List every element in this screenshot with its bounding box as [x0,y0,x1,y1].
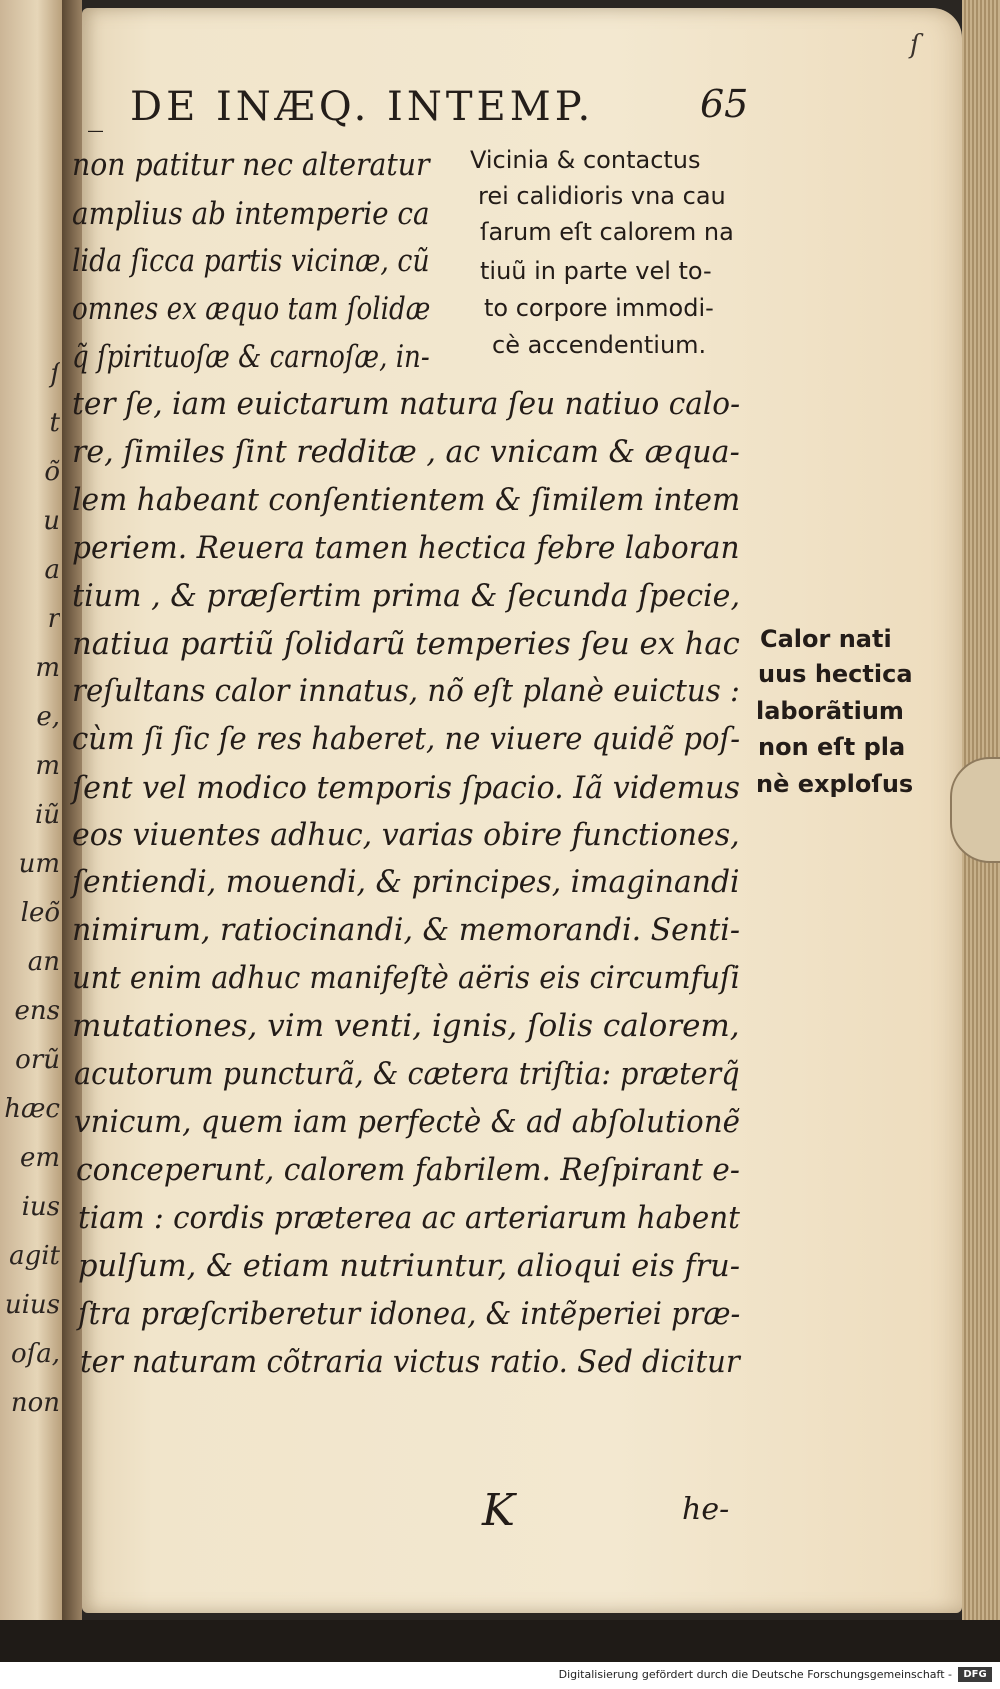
fragment-text: u [43,506,60,536]
book-clasp [950,757,1000,863]
fragment-text: leõ [20,898,60,928]
text-line: ſent vel modico temporis ſpacio. Iã videmus [72,770,740,806]
text-line: mutationes, vim venti, ignis, ſolis calorem, [72,1008,740,1044]
fragment-text: agit [9,1241,60,1271]
fragment-text: an [27,947,60,977]
text-line: ter naturam cõtraria victus ratio. Sed dicitur [80,1344,740,1380]
scan-bottom-background [0,1620,1000,1662]
page-number: 65 [700,82,749,126]
text-line: tium , & præſertim prima & ſecunda ſpecie, [72,578,740,614]
fragment-text: e, [36,702,60,732]
text-line: lem habeant conſentientem & ſimilem intem [72,482,741,518]
side-note-line: Vicinia & contactus [470,146,701,174]
text-line: unt enim adhuc manifeſtè aëris eis circumfuſi [72,960,740,996]
fragment-text: ius [21,1192,60,1222]
side-note-line: to corpore immodi- [484,294,714,322]
running-title: DE INÆQ. INTEMP. [130,84,595,130]
fragment-text: m [35,751,60,781]
fragment-text: õ [44,457,60,487]
text-line: conceperunt, calorem fabrilem. Reſpirant e- [76,1152,740,1188]
side-note-line: cè accendentium. [492,331,707,359]
text-line: natiua partiũ ſolidarũ temperies ſeu ex hac [72,626,740,662]
catchword: he- [682,1492,730,1527]
header-dash: _ [88,98,103,133]
side-note-line: rei calidioris vna cau [478,182,726,210]
fragment-text: a [44,555,60,585]
text-line: re, ſimiles ſint redditæ , ac vnicam & æqua- [72,434,740,470]
text-line: ter ſe, iam euictarum natura ſeu natiuo calo- [72,386,741,422]
fragment-text: em [19,1143,60,1173]
gloss-line: nè exploſus [756,770,914,798]
text-line: periem. Reuera tamen hectica febre laboran [72,530,740,566]
text-line: ſentiendi, mouendi, & principes, imaginandi [72,864,740,900]
fragment-text: orũ [15,1045,60,1075]
fragment-text: oſa, [10,1339,60,1369]
fragment-text: ſ [50,359,60,389]
gloss-line: uus hectica [758,660,913,688]
text-line: ſtra præſcriberetur idonea, & intẽperiei præ- [78,1296,741,1332]
previous-page-fragments [0,350,60,1428]
text-line: cùm ſi ſic ſe res haberet, ne viuere quidẽ poſ- [72,721,741,757]
fragment-text: r [47,604,60,634]
fragment-text: uius [4,1290,60,1320]
text-line: non patitur nec alteratur [72,147,430,183]
text-line: eos viuentes adhuc, varias obire functiones, [72,817,740,853]
text-line: lida ſicca partis vicinæ, cũ [72,243,430,279]
fragment-text: non [10,1388,60,1418]
gloss-line: non eſt pla [758,733,906,761]
gloss-line: laborãtium [756,697,904,725]
text-line: reſultans calor innatus, nõ eſt planè euictus : [72,673,740,709]
top-mark: ſ [910,30,920,60]
dfg-logo: DFG [958,1667,992,1682]
text-line: vnicum, quem iam perfectè & ad abſolutionẽ [74,1104,741,1140]
text-line: tiam : cordis præterea ac arteriarum habent [78,1200,740,1236]
text-line: amplius ab intemperie ca [72,196,430,232]
signature-mark: K [482,1485,515,1536]
fragment-text: iũ [34,800,60,830]
fragment-text: t [49,408,60,438]
text-line: nimirum, ratiocinandi, & memorandi. Senti- [72,912,740,948]
fragment-text: ens [14,996,60,1026]
text-line: q̃ ſpirituoſæ & carnoſæ, in- [72,339,430,375]
side-note-line: tiuũ in parte vel to- [480,257,712,285]
text-line: omnes ex æquo tam ſolidæ [72,291,431,327]
fragment-text: m [35,653,60,683]
side-note-line: ſarum eſt calorem na [480,218,734,246]
fragment-text: um [18,849,60,879]
fragment-text: hæc [4,1094,60,1124]
text-line: acutorum puncturã, & cætera triſtia: præterq̃ [74,1056,740,1092]
gloss-line: Calor nati [760,625,892,653]
text-line: pulſum, & etiam nutriuntur, alioqui eis fru- [78,1248,741,1284]
digitization-credit: Digitalisierung gefördert durch die Deutsche Forschungsgemeinschaft - [558,1668,952,1681]
